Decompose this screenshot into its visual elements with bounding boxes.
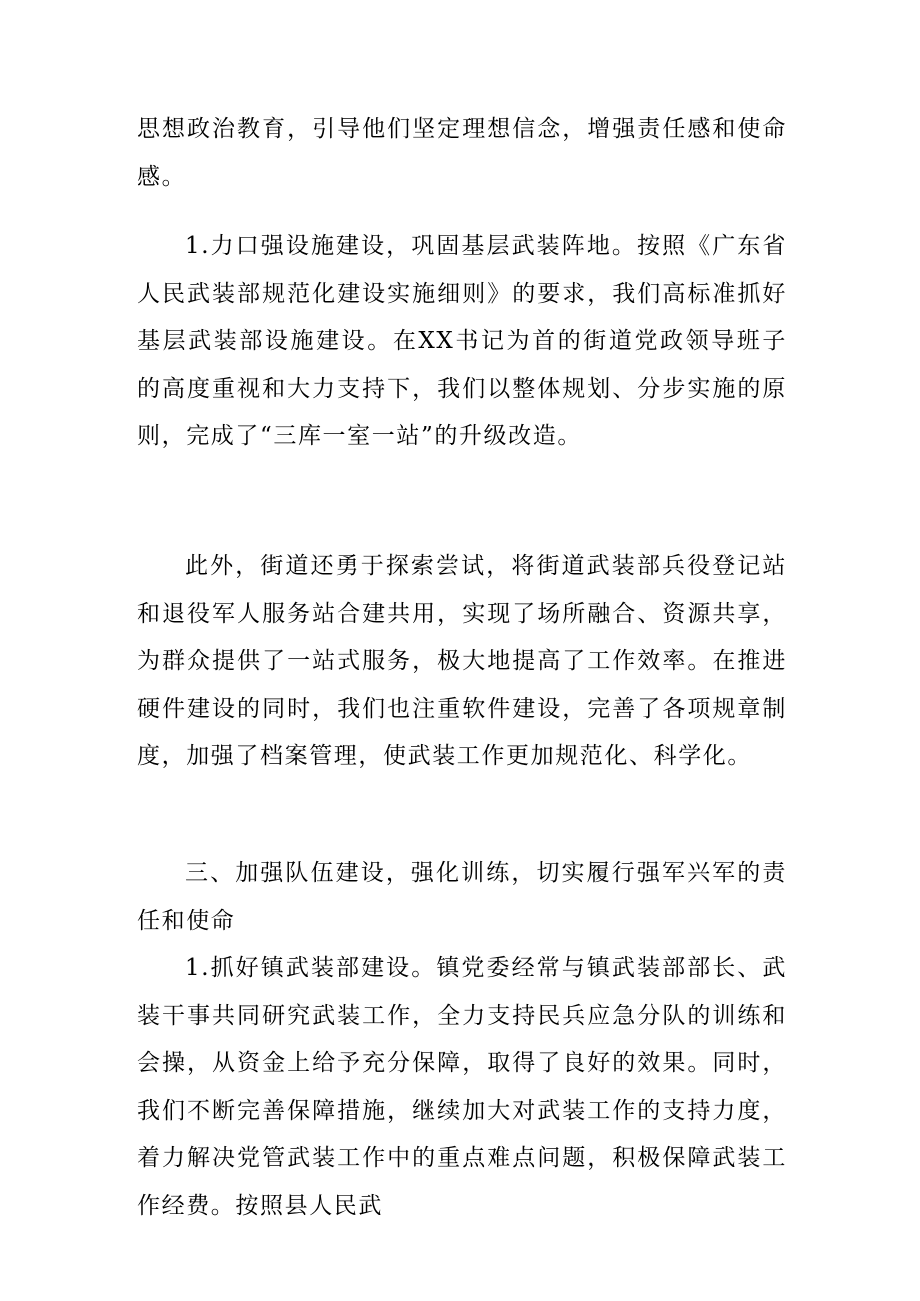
paragraph-town-armed-forces: 1.抓好镇武装部建设。镇党委经常与镇武装部部长、武装干事共同研究武装工作，全力支持民兵应急分队的训练和会操，从资金上给予充分保障，取得了良好的效果。同时，我们不断完善保障措施，继续加大对武装工作的支持力度，着力解决党管武装工作中的重点难点问题，积极保障武装工作经费。按照县人民武 — [137, 955, 787, 1219]
paragraph-continuation: 思想政治教育，引导他们坚定理想信念，增强责任感和使命感。 — [137, 116, 787, 190]
section-heading-team-building: 三、加强队伍建设，强化训练，切实履行强军兴军的责任和使命 — [137, 860, 787, 934]
paragraph-facility-construction: 1.力口强设施建设，巩固基层武装阵地。按照《广东省人民武装部规范化建设实施细则》的要求，我们高标准抓好基层武装部设施建设。在XX书记为首的街道党政领导班子的高度重视和大力支持下，我们以整体规划、分步实施的原则，完成了“三库一室一站”的升级改造。 — [137, 233, 787, 449]
paragraph-service-station: 此外，街道还勇于探索尝试，将街道武装部兵役登记站和退役军人服务站合建共用，实现了场所融合、资源共享，为群众提供了一站式服务，极大地提高了工作效率。在推进硬件建设的同时，我们也注重软件建设，完善了各项规章制度，加强了档案管理，使武装工作更加规范化、科学化。 — [137, 553, 787, 769]
